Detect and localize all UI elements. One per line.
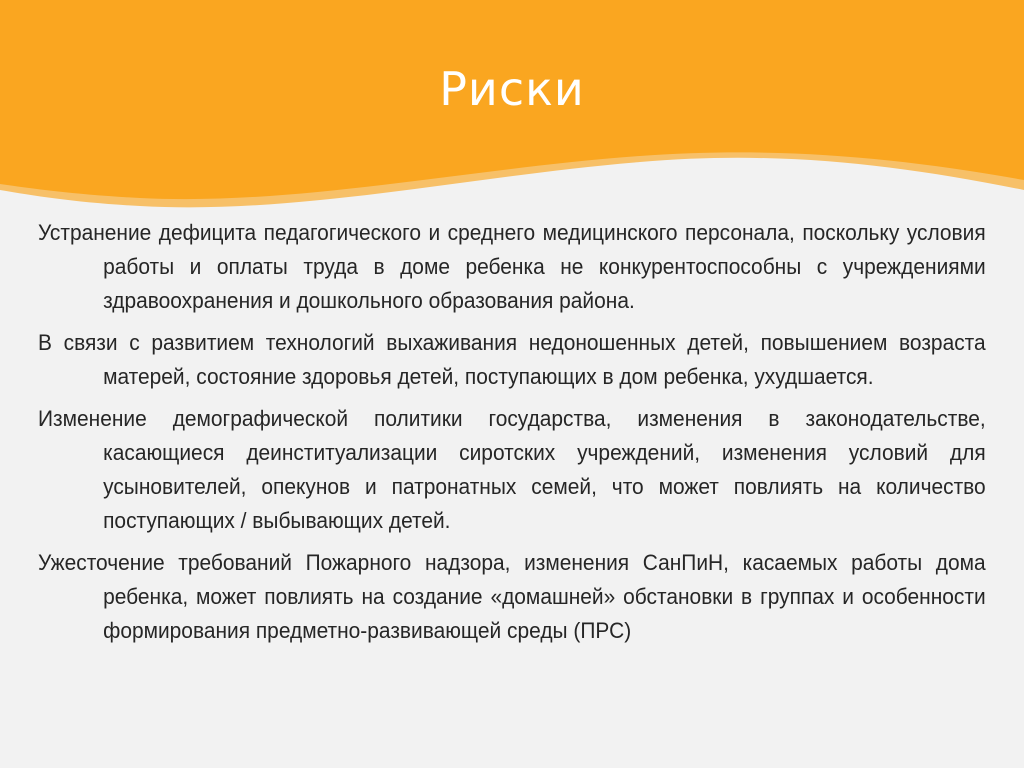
risk-paragraph-1: Устранение дефицита педагогического и среднего медицинского персонала, поскольку условия работы и оплаты труда в доме ребенка не конкурентоспособны с учреждениями здравоохранения и дошкольного образования района. bbox=[38, 220, 986, 313]
slide-title: Риски bbox=[439, 62, 585, 116]
risk-paragraph-2: В связи с развитием технологий выхаживания недоношенных детей, повышением возраста матерей, состояние здоровья детей, поступающих в дом ребенка, ухудшается. bbox=[38, 330, 986, 389]
slide-body bbox=[38, 216, 986, 656]
risk-paragraph-3: Изменение демографической политики государства, изменения в законодательстве, касающиеся деинституализации сиротских учреждений, изменения условий для усыновителей, опекунов и патронатных семей, что может повлиять на количество поступающих / выбывающих детей. bbox=[38, 406, 986, 533]
risk-paragraph-4: Ужесточение требований Пожарного надзора, изменения СанПиН, касаемых работы дома ребенка, может повлиять на создание «домашней» обстановки в группах и особенности формирования предметно-развивающей среды (ПРС) bbox=[38, 550, 986, 643]
